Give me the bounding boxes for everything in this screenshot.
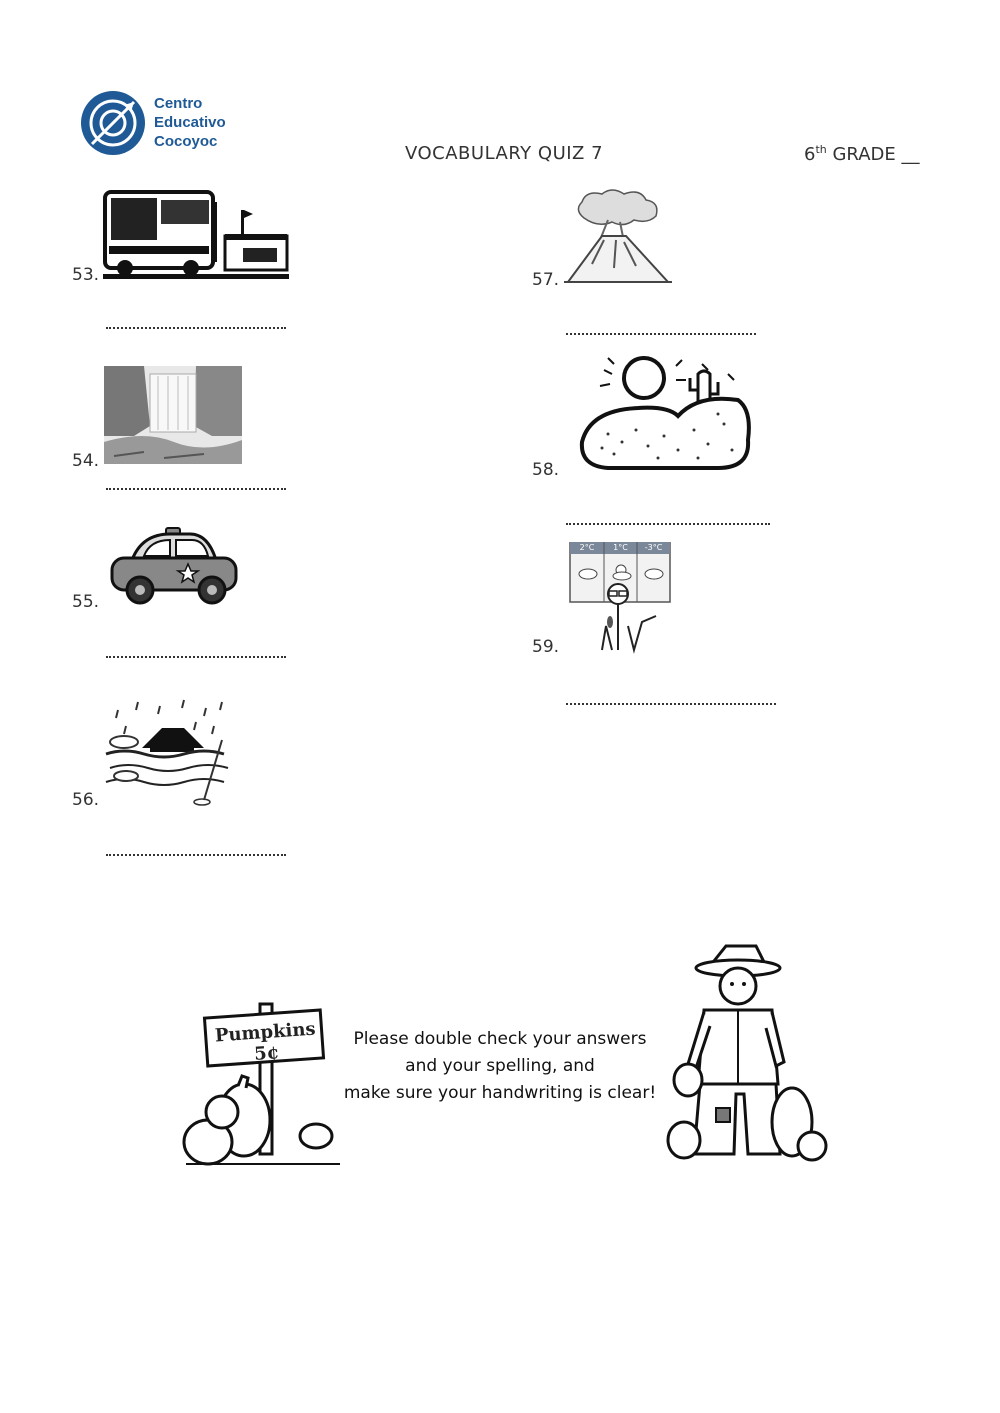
reminder-line-1: Please double check your answers	[353, 1029, 647, 1049]
school-logo	[78, 86, 238, 160]
logo-line-1: Centro	[154, 95, 203, 112]
pumpkin-sign-text: Pumpkins 5¢	[214, 1018, 317, 1065]
forecast-temp-3: -3°C	[644, 543, 663, 552]
answer-line-56[interactable]	[106, 854, 286, 856]
weather-forecaster-icon	[566, 542, 674, 654]
answer-line-57[interactable]	[566, 333, 756, 335]
pumpkin-sign-illustration	[180, 1002, 342, 1170]
logo-line-3: Cocoyoc	[154, 133, 218, 150]
question-number-58: 58.	[532, 460, 560, 480]
logo-line-2: Educativo	[154, 114, 226, 131]
question-number-59: 59.	[532, 637, 560, 657]
car-icon	[108, 526, 240, 608]
question-number-53: 53.	[72, 265, 100, 285]
grade-text: GRADE __	[826, 144, 920, 165]
volcano-icon	[564, 188, 672, 286]
quiz-title: VOCABULARY QUIZ 7	[405, 143, 604, 164]
flood-icon	[104, 696, 234, 808]
grade-label	[804, 143, 919, 165]
forecast-temp-2: 1°C	[613, 543, 628, 552]
question-number-57: 57.	[532, 270, 560, 290]
forecaster-drawing	[566, 542, 674, 654]
grade-number: 6	[804, 144, 816, 165]
answer-line-54[interactable]	[106, 488, 286, 490]
forecast-temp-1: 2°C	[579, 543, 595, 552]
answer-line-53[interactable]	[106, 327, 286, 329]
logo-text	[154, 94, 226, 151]
scarecrow-icon	[664, 944, 834, 1164]
compass-logo-icon	[78, 86, 148, 156]
answer-line-55[interactable]	[106, 656, 286, 658]
question-number-54: 54.	[72, 451, 100, 471]
question-number-56: 56.	[72, 790, 100, 810]
reminder-message	[340, 1026, 660, 1107]
reminder-line-2: and your spelling, and	[405, 1056, 595, 1076]
waterfall-icon	[104, 366, 242, 464]
answer-line-59[interactable]	[566, 703, 776, 705]
question-number-55: 55.	[72, 592, 100, 612]
grade-suffix-sup: th	[815, 143, 827, 156]
desert-icon	[578, 350, 752, 472]
answer-line-58[interactable]	[566, 523, 770, 525]
bus-icon	[103, 188, 289, 280]
reminder-line-3: make sure your handwriting is clear!	[343, 1083, 657, 1103]
